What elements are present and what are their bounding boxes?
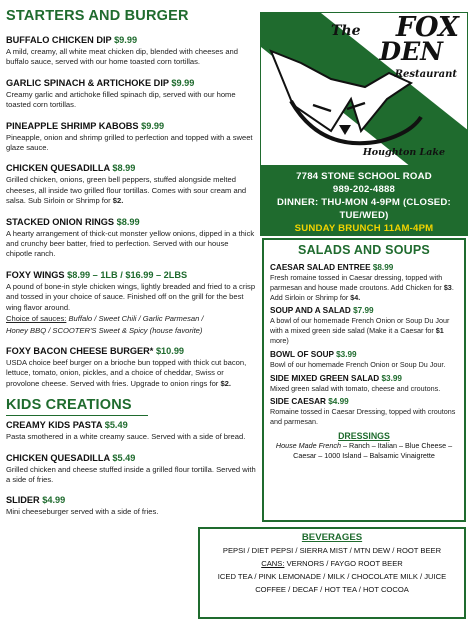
item-name: FOXY BACON CHEESE BURGER* — [6, 345, 154, 356]
item-description: A pound of bone-in style chicken wings, lightly breaded and fried to a crisp and tossed in your choice of sauce. Finished off on the grill for the best wing flavor around. — [6, 281, 256, 312]
beverages-other: ICED TEA / PINK LEMONADE / MILK / CHOCOLATE MILK / JUICE — [217, 572, 447, 581]
item-description: Pineapple, onion and shrimp grilled to perfection and topped with a sweet glaze sauce. — [6, 132, 253, 153]
beverages-cans — [200, 559, 464, 569]
item-name: CREAMY KIDS PASTA — [6, 420, 103, 431]
item-name: BUFFALO CHICKEN DIP — [6, 35, 112, 45]
item-description: A mild, creamy, all white meat chicken dip, blended with cheeses and buffalo sauce, served with our home toasted corn tortillas. — [6, 47, 239, 67]
item-upcharge: $2. — [220, 378, 232, 388]
item-upcharge: $2. — [112, 196, 124, 206]
item-description: Grilled chicken, onions, green bell peppers, stuffed alongside melted cheeses, all inside two grilled flour tortillas. Comes with sour cream and salsa. Sub Sirloin or Shrimp for — [6, 175, 247, 206]
brunch-hours: SUNDAY BRUNCH 11AM-4PM — [294, 223, 434, 234]
item-price: $8.99 — [112, 163, 136, 174]
item-description: Bowl of our homemade French Onion or Soup Du Jour. — [270, 359, 446, 369]
item-description: USDA choice beef burger on a brioche bun topped with thick cut bacon, lettuce, tomato, onion, pickles, and a choice of cheddar, Swiss or provolone cheese. Served with fries. Upgrade to onion rings for — [6, 357, 247, 388]
address: 7784 STONE SCHOOL ROAD — [296, 171, 432, 182]
logo-word-the: The — [331, 23, 361, 39]
item-description: Grilled chicken and cheese stuffed inside a grilled flour tortilla. Served with a side of fries. — [6, 464, 256, 484]
item-description-wrap — [270, 273, 458, 302]
item-price: $7.99 — [353, 306, 374, 316]
menu-item — [6, 120, 256, 154]
item-description: Pasta smothered in a white creamy sauce. Served with a side of bread. — [6, 432, 246, 442]
item-upcharge: $1 — [435, 326, 444, 336]
item-description: Fresh romaine tossed in Caesar dressing, topped with parmesan and house made croutons. Add Chicken for — [270, 273, 443, 292]
item-price: $8.99 – 1LB / $16.99 – 2LBS — [67, 269, 188, 280]
menu-item — [6, 269, 256, 336]
item-price: $5.49 — [112, 452, 136, 463]
item-description: A bowl of our homemade French Onion or Soup Du Jour with a mixed green side salad (Make it a Caesar for — [270, 316, 450, 336]
item-name: FOXY WINGS — [6, 269, 65, 280]
salads-box — [262, 238, 466, 522]
sauces-list-cont: Honey BBQ / SCOOTER'S Sweet & Spicy (house favorite) — [6, 325, 203, 335]
item-price: $3.99 — [336, 349, 357, 359]
left-column — [6, 8, 256, 518]
item-description: Romaine tossed in Caesar Dressing, topped with croutons and parmesan. — [270, 407, 456, 427]
item-price: $9.99 — [114, 35, 138, 45]
menu-item — [6, 452, 256, 486]
item-description: A hearty arrangement of thick-cut monster yellow onions, dipped in a thick and crunchy beer batter, fried to perfection. Served with our house chipotle ranch. — [6, 228, 255, 259]
cans-label: CANS: — [261, 559, 285, 568]
dressings-heading: DRESSINGS — [338, 430, 390, 441]
item-price: $4.99 — [328, 397, 349, 407]
item-name: SIDE MIXED GREEN SALAD — [270, 373, 380, 383]
item-upcharge: $3 — [443, 282, 452, 292]
item-price: $4.99 — [42, 495, 66, 506]
item-price: $9.99 — [141, 120, 165, 131]
restaurant-logo — [260, 12, 468, 166]
menu-item — [6, 34, 256, 68]
menu-item — [6, 494, 256, 517]
item-upcharge: $4. — [350, 292, 361, 302]
item-price: $5.49 — [104, 420, 128, 431]
item-name: CHICKEN QUESADILLA — [6, 163, 110, 174]
item-name: SIDE CAESAR — [270, 397, 326, 407]
logo-word-restaurant: Restaurant — [394, 69, 457, 80]
dressing-house-french: House Made French — [275, 440, 342, 450]
item-name: SLIDER — [6, 495, 40, 506]
menu-item — [6, 162, 256, 206]
logo-word-fox: FOX — [395, 12, 459, 43]
beverages-heading: BEVERAGES — [301, 532, 363, 543]
item-description-mid: . Add Sirloin or Shrimp for — [270, 282, 454, 302]
item-description: Creamy garlic and artichoke filled spinach dip, served with our home toasted corn tortillas. — [6, 89, 236, 110]
cans-list: VERNORS / FAYGO ROOT BEER — [284, 559, 403, 568]
starters-heading: STARTERS AND BURGER — [6, 8, 189, 24]
kids-heading: KIDS CREATIONS — [6, 397, 148, 416]
beverages-hot: COFFEE / DECAF / HOT TEA / HOT COCOA — [255, 585, 409, 594]
item-description-wrap — [270, 316, 458, 345]
logo-word-den: DEN — [379, 37, 443, 66]
dressings-list-cont: Caesar – 1000 Island – Balsamic Vinaigrette — [293, 450, 435, 460]
item-name: CAESAR SALAD ENTREE — [270, 263, 371, 272]
contact-block — [260, 166, 468, 236]
dressings-list — [270, 441, 458, 451]
menu-item — [6, 216, 256, 260]
item-name: BOWL OF SOUP — [270, 349, 334, 359]
item-description-mid: more) — [270, 335, 289, 345]
phone-number: 989-202-4888 — [332, 184, 396, 195]
item-price: $3.99 — [381, 373, 402, 383]
item-name: GARLIC SPINACH & ARTICHOKE DIP — [6, 77, 169, 88]
menu-item — [6, 419, 256, 442]
item-name: SOUP AND A SALAD — [270, 306, 351, 316]
item-description: Mixed green salad with tomato, cheese and croutons. — [270, 383, 441, 393]
item-price: $10.99 — [155, 345, 185, 356]
dressings-rest: – Ranch – Italian – Blue Cheese – — [341, 440, 453, 450]
item-name: CHICKEN QUESADILLA — [6, 452, 110, 463]
item-name: PINEAPPLE SHRIMP KABOBS — [6, 120, 139, 131]
item-name: STACKED ONION RINGS — [6, 216, 115, 227]
item-price: $8.99 — [116, 216, 140, 227]
fox-nose-icon — [339, 125, 351, 135]
salads-heading: SALADS AND SOUPS — [298, 243, 430, 257]
menu-item — [6, 345, 256, 389]
beverages-box — [198, 527, 466, 619]
dinner-hours: DINNER: THU-MON 4-9PM (CLOSED: TUE/WED) — [277, 197, 451, 221]
item-price: $8.99 — [372, 263, 394, 272]
item-description: Mini cheeseburger served with a side of fries. — [6, 507, 159, 517]
sauces-label: Choice of sauces: — [6, 314, 67, 324]
menu-item — [6, 77, 256, 111]
sauces-list: Buffalo / Sweet Chili / Garlic Parmesan / — [66, 314, 204, 324]
beverages-fountain: PEPSI / DIET PEPSI / SIERRA MIST / MTN DEW / ROOT BEER — [222, 546, 442, 555]
logo-location: Houghton Lake — [362, 147, 445, 158]
item-price: $9.99 — [171, 77, 195, 88]
